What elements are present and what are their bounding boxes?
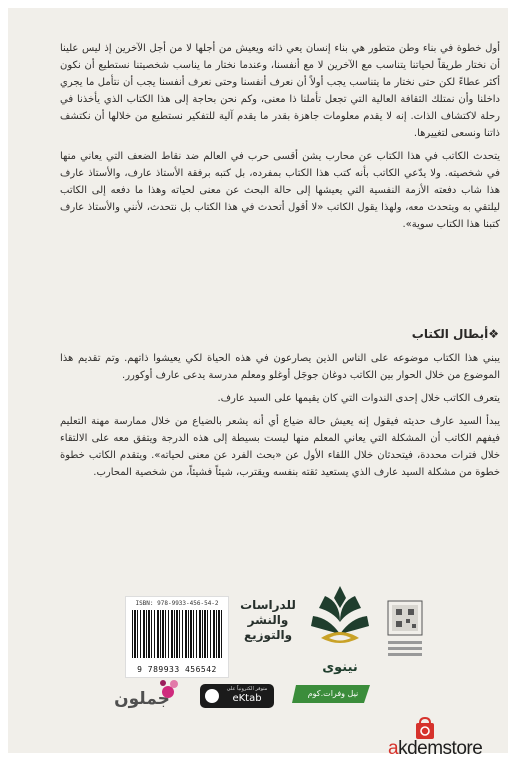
paragraph: يبدأ السيد عارف حديثه فيقول إنه يعيش حالة ضياع أي أنه يشعر بالضياع من خلال ممارسة مهنة التعليم فيفهم الكاتب أن المشكلة التي يعاني المعلم منها ليست بسيطة إلى هذه الدرجة ويتفق معه على الالتقاء خلال فترات محددة، فيتحدثان خلال اللقاء الأول عن «بحث الفرد عن معنى لحياته». ويتقدم الكاتب خطوة خطوة من مشكلة السيد عارف الذي يستعيد ثقته بنفسه ويقترب، شيئاً فشيئاً، من شخصية المحارب.: [60, 416, 500, 478]
section-heading: ❖أبطال الكتاب: [411, 327, 499, 341]
shopping-bag-icon: [414, 716, 436, 740]
synopsis-text: [60, 40, 500, 239]
ektab-caption: متوفر الكترونياً على: [226, 686, 268, 692]
stamp-icon: [382, 597, 428, 659]
publisher-line: للدراسات: [240, 598, 296, 612]
isbn-label: ISBN: 978-9933-456-54-2: [135, 600, 219, 607]
publisher-name: [240, 598, 296, 643]
paragraph: أول خطوة في بناء وطن متطور هي بناء إنسان يعي ذاته ويعيش من أجلها لا من أجل الآخرين إذ ليس علينا أن نختار طريقاً لحياتنا يتناسب مع الآخرين لا مع أنفسنا، وعندما نختار ما يناسب شخصيتنا نستطيع أن نكون أكثر عطاءً لكن حتى نختار ما يتناسب يجب أولاً أن نعرف أنفسنا وحتى نعرف أنفسنا يجب أن نتأمل ما يجري داخلنا وأن نمتلك الثقافة العالية التي تجعل تأملنا ذا معنى، وكم نحن بحاجة إلى هذا الكتاب الذي يأخذنا في رحلة لاكتشاف الذات. إنه لا يقدم معلومات جاهزة بقدر ما يقدم آلية للتفكير نستطيع من خلالها أن نكتشف ذاتنا ونسعى لتغييرها.: [60, 43, 500, 139]
paragraph: يتحدث الكاتب في هذا الكتاب عن محارب يشن أقسى حرب في العالم ضد نقاط الضعف التي يعاني منها في شخصيته. ولا يدّعي الكاتب بأنه كتب هذا الكتاب بمفرده، بل كتبه برفقة الأستاذ عارف، والأستاذ عارف هذا شاب دفعته الأزمة النفسية التي يعيشها إلى حالة البحث عن معنى لحياته وهذا ما دفعه إلى الكاتب ليلتقي به ويتحدث معه، ولهذا يقول الكاتب «لا أقول أتحدث في هذا الكتاب بل نتحدث، لأنني والأستاذ عارف كتبنا هذا الكتاب سوية».: [60, 151, 500, 230]
jamloon-word: جملون: [114, 689, 170, 709]
ektab-label: eKtab: [232, 693, 262, 704]
barcode-bars: [132, 610, 222, 658]
paragraph: يتعرف الكاتب خلال إحدى الندوات التي كان يقيمها على السيد عارف.: [217, 393, 500, 404]
publisher-logo-icon: [305, 582, 375, 662]
jamloon-logo: [110, 676, 180, 712]
characters-text: [60, 350, 500, 487]
ektab-badge[interactable]: [200, 684, 274, 708]
store-prefix: a: [388, 738, 399, 759]
ektab-e-icon: [205, 689, 219, 703]
publisher-line: والتوزيع: [243, 628, 293, 642]
publisher-logo-word: نينوى: [322, 660, 358, 675]
isbn-barcode: [125, 596, 229, 678]
isbn-number: 9 789933 456542: [137, 665, 217, 674]
paragraph: يبني هذا الكتاب موضوعه على الناس الذين يصارعون في هذه الحياة لكي يعيشوا ذاتهم. وتم تقديم هذا الموضوع من خلال الحوار بين الكاتب دوغان جوجَل أوغلو ومعلم مدرسة يدعى عارف أوكورر.: [60, 353, 500, 381]
store-watermark: [388, 738, 514, 760]
nilfurat-label: نيل وفرات.كوم: [307, 689, 359, 698]
store-suffix: kdemstore: [398, 738, 483, 759]
publisher-line: والنشر: [247, 613, 289, 627]
